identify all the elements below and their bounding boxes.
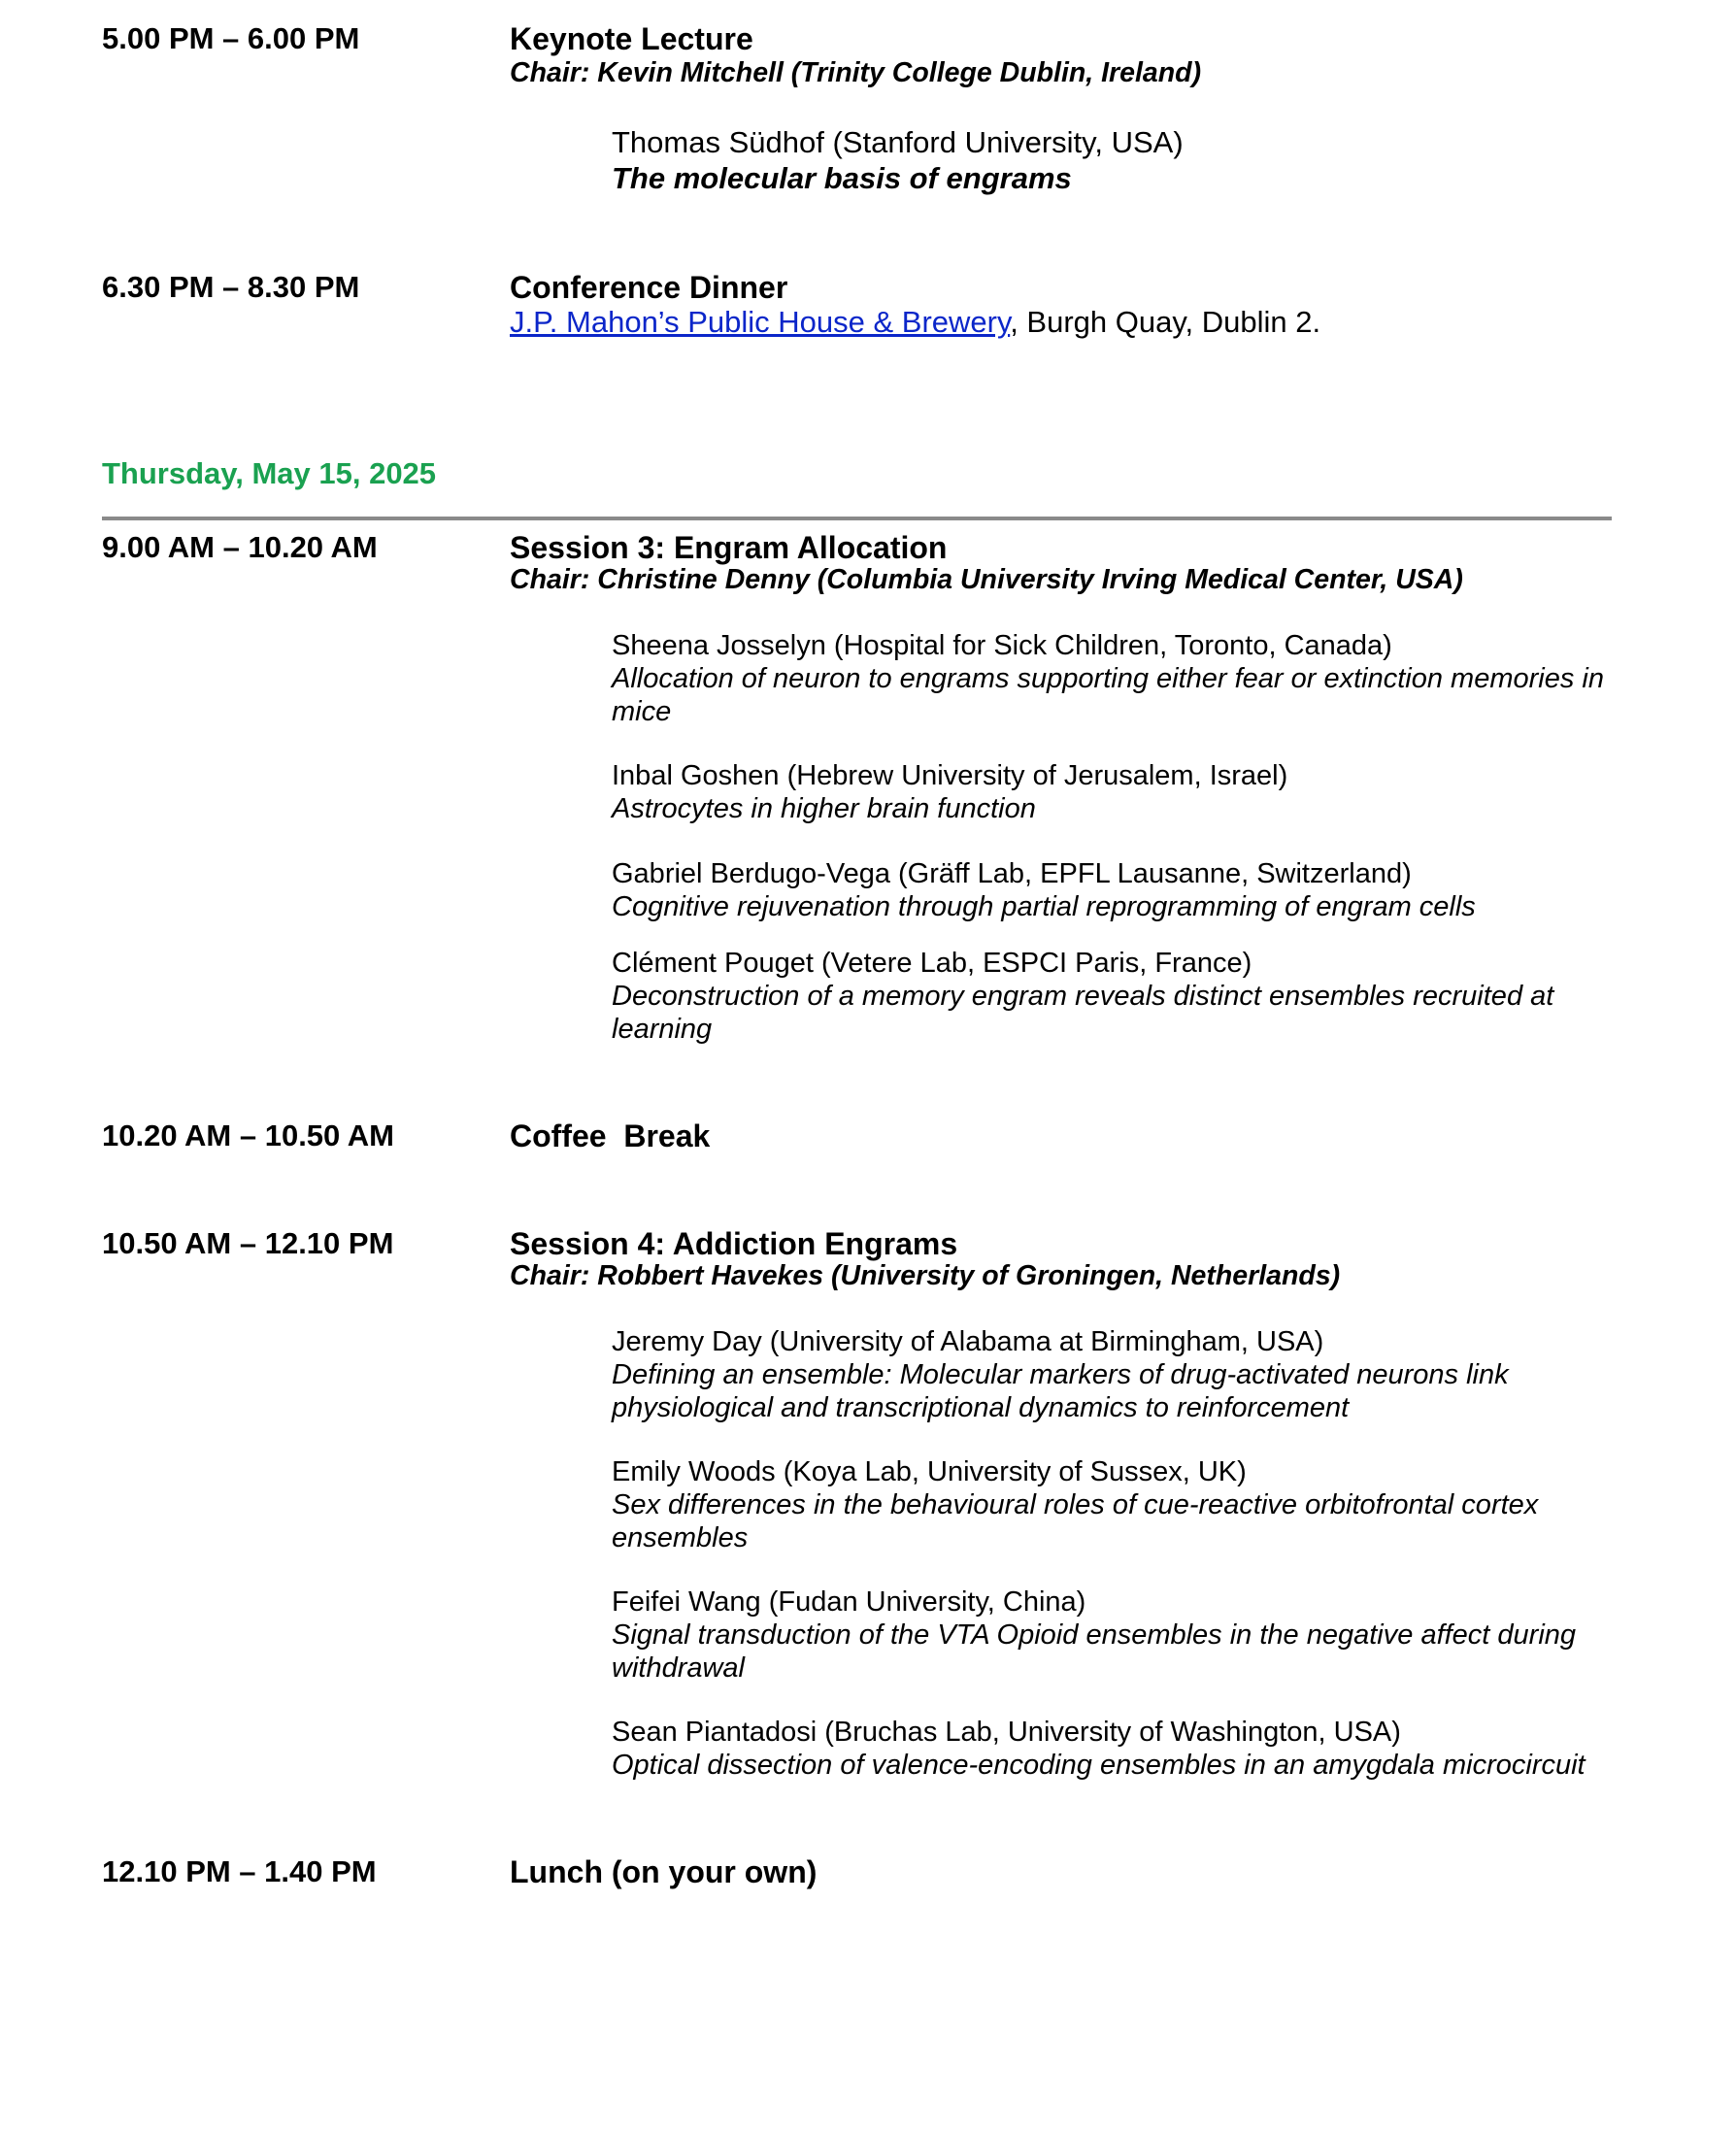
day-heading: Thursday, May 15, 2025 bbox=[102, 456, 437, 490]
keynote-speaker: Thomas Südhof (Stanford University, USA) bbox=[612, 125, 1184, 159]
dinner-title: Conference Dinner bbox=[510, 270, 788, 305]
session4-talk bbox=[612, 1716, 1621, 1782]
talk-title: Deconstruction of a memory engram reveals distinct ensembles recruited at learning bbox=[612, 981, 1554, 1045]
talk-speaker: Jeremy Day (University of Alabama at Birmingham, USA) bbox=[612, 1326, 1324, 1357]
talk-speaker: Emily Woods (Koya Lab, University of Sussex, UK) bbox=[612, 1456, 1247, 1487]
talk-title: Astrocytes in higher brain function bbox=[612, 793, 1036, 824]
talk-speaker: Inbal Goshen (Hebrew University of Jerusalem, Israel) bbox=[612, 760, 1288, 791]
session3-talk bbox=[612, 947, 1621, 1046]
session4-talk bbox=[612, 1585, 1621, 1685]
session4-title: Session 4: Addiction Engrams bbox=[510, 1226, 958, 1261]
talk-title: Signal transduction of the VTA Opioid ensembles in the negative affect during withdrawal bbox=[612, 1619, 1577, 1684]
talk-title: Cognitive rejuvenation through partial reprogramming of engram cells bbox=[612, 891, 1476, 922]
session3-talk bbox=[612, 759, 1621, 825]
talk-title: Allocation of neuron to engrams supporting either fear or extinction memories in mice bbox=[612, 663, 1604, 727]
session4-talk bbox=[612, 1455, 1621, 1554]
lunch-time: 12.10 PM – 1.40 PM bbox=[102, 1854, 377, 1888]
coffee-time: 10.20 AM – 10.50 AM bbox=[102, 1118, 394, 1152]
keynote-talk bbox=[612, 124, 1621, 196]
dinner-time: 6.30 PM – 8.30 PM bbox=[102, 270, 360, 304]
lunch-title: Lunch (on your own) bbox=[510, 1854, 818, 1889]
venue-link[interactable]: J.P. Mahon’s Public House & Brewery bbox=[510, 305, 1011, 339]
session3-talk bbox=[612, 629, 1621, 728]
session3-talk bbox=[612, 857, 1621, 923]
session4-time: 10.50 AM – 12.10 PM bbox=[102, 1226, 394, 1260]
talk-title: Optical dissection of valence-encoding ensembles in an amygdala microcircuit bbox=[612, 1750, 1586, 1781]
talk-speaker: Sean Piantadosi (Bruchas Lab, University of Washington, USA) bbox=[612, 1717, 1401, 1748]
talk-speaker: Feifei Wang (Fudan University, China) bbox=[612, 1586, 1086, 1618]
keynote-talk-title: The molecular basis of engrams bbox=[612, 161, 1072, 195]
talk-speaker: Clément Pouget (Vetere Lab, ESPCI Paris, France) bbox=[612, 948, 1252, 979]
keynote-chair: Chair: Kevin Mitchell (Trinity College Dublin, Ireland) bbox=[510, 57, 1202, 88]
session4-chair: Chair: Robbert Havekes (University of Groningen, Netherlands) bbox=[510, 1260, 1341, 1291]
talk-speaker: Gabriel Berdugo-Vega (Gräff Lab, EPFL Lausanne, Switzerland) bbox=[612, 858, 1412, 889]
talk-title: Defining an ensemble: Molecular markers of drug-activated neurons link physiological and transcriptional dynamics to reinforcement bbox=[612, 1359, 1509, 1423]
coffee-title: Coffee Break bbox=[510, 1118, 711, 1153]
session3-time: 9.00 AM – 10.20 AM bbox=[102, 530, 378, 564]
talk-title: Sex differences in the behavioural roles of cue-reactive orbitofrontal cortex ensembles bbox=[612, 1489, 1539, 1553]
dinner-venue bbox=[510, 305, 1320, 340]
session4-talk bbox=[612, 1325, 1621, 1424]
talk-speaker: Sheena Josselyn (Hospital for Sick Children, Toronto, Canada) bbox=[612, 630, 1392, 661]
session3-chair: Chair: Christine Denny (Columbia University Irving Medical Center, USA) bbox=[510, 564, 1463, 595]
session3-title: Session 3: Engram Allocation bbox=[510, 530, 948, 565]
keynote-title: Keynote Lecture bbox=[510, 21, 753, 56]
keynote-time: 5.00 PM – 6.00 PM bbox=[102, 21, 360, 55]
day-divider bbox=[102, 517, 1612, 520]
venue-address: , Burgh Quay, Dublin 2. bbox=[1010, 305, 1321, 339]
